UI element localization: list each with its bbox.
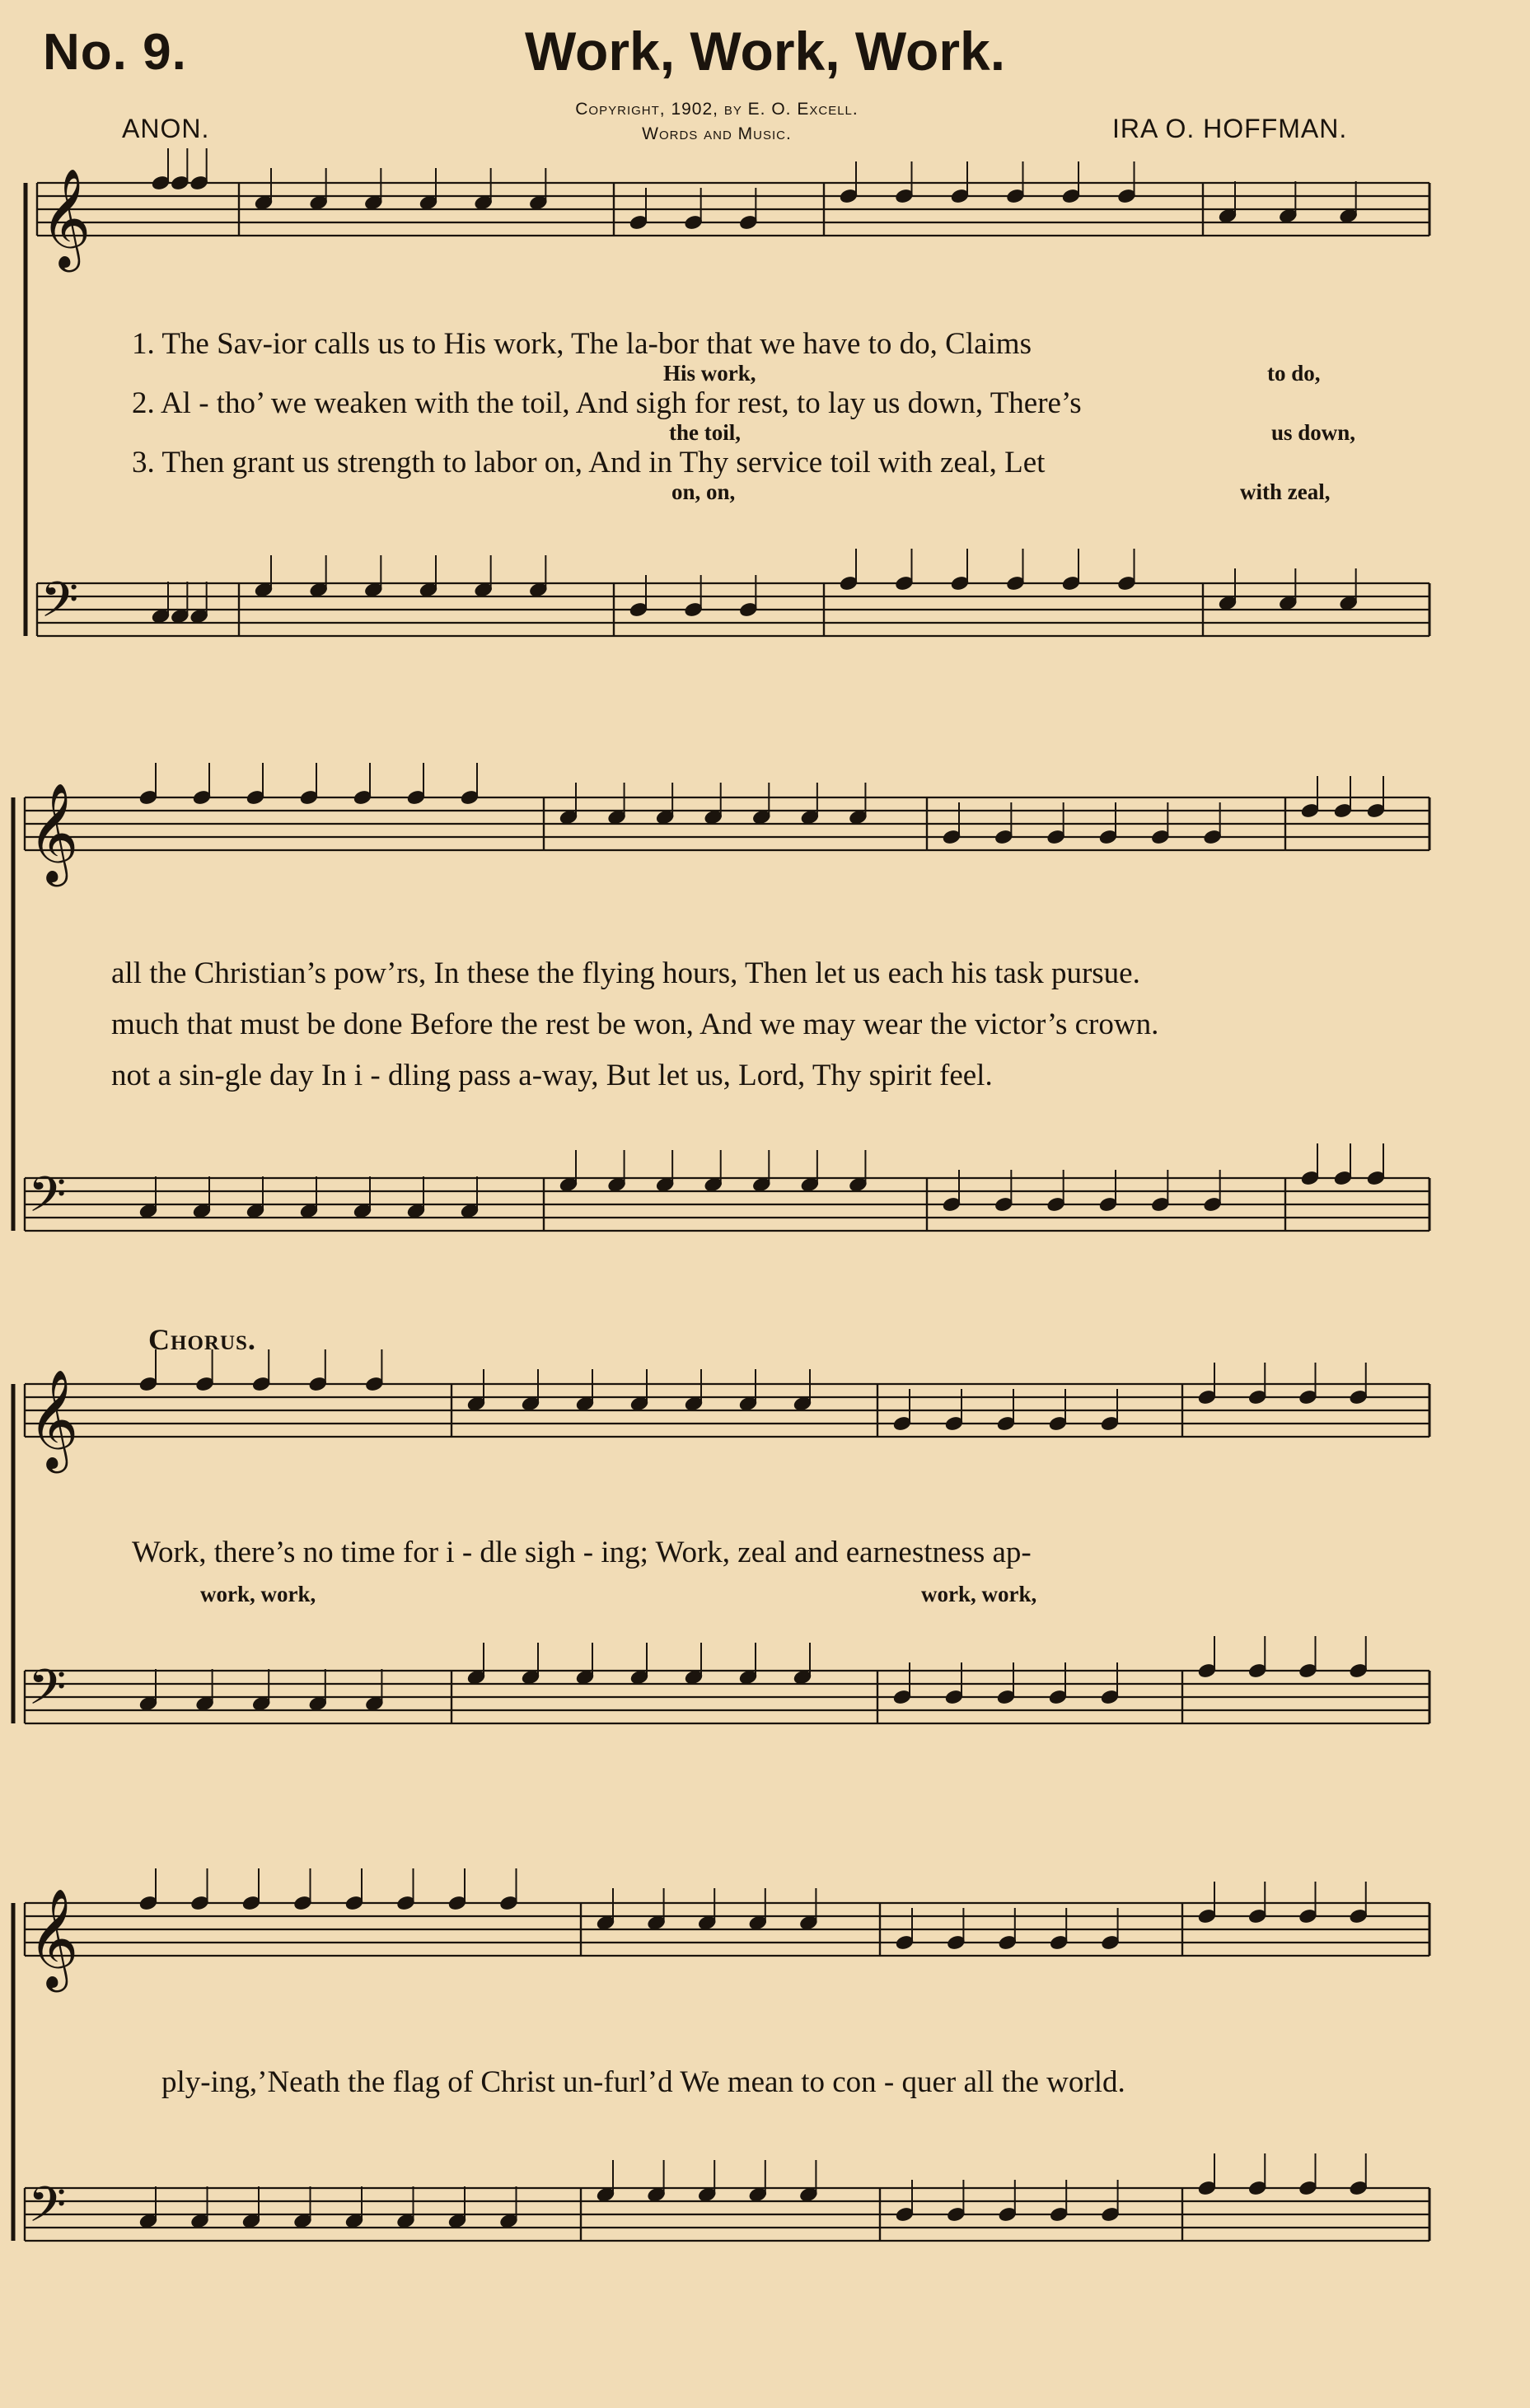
chorus-line1: Work, there’s no time for i - dle sigh - ing; Work, zeal and earnestness ap-: [132, 1536, 1032, 1569]
verse3-line2: not a sin-gle day In i - dling pass a-way, But let us, Lord, Thy spirit feel.: [111, 1059, 993, 1092]
treble-clef: 𝄞: [40, 167, 91, 268]
hymn-title: Work, Work, Work.: [524, 21, 1006, 82]
bass-clef: 𝄢: [28, 1658, 67, 1728]
verse3-echo-b: with zeal,: [1240, 479, 1331, 504]
music-composer: IRA O. HOFFMAN.: [1112, 114, 1348, 143]
verse3-line1: 3. Then grant us strength to labor on, And in Thy service toil with zeal, Let: [132, 446, 1046, 479]
bass-clef: 𝄢: [28, 1166, 67, 1235]
verse2-echo-b: us down,: [1271, 420, 1356, 445]
verse2-line1: 2. Al - tho’ we weaken with the toil, And sigh for rest, to lay us down, There’s: [132, 386, 1082, 420]
chorus-label: Chorus.: [148, 1323, 256, 1356]
treble-clef: 𝄞: [28, 782, 79, 882]
verse1-line1: 1. The Sav-ior calls us to His work, The la-bor that we have to do, Claims: [132, 327, 1032, 361]
verse2-line2: much that must be done Before the rest be won, And we may wear the victor’s crown.: [111, 1008, 1159, 1041]
chorus-line2: ply-ing,’Neath the flag of Christ un-furl’d We mean to con - quer all the world.: [161, 2065, 1125, 2099]
bass-clef: 𝄢: [28, 2176, 67, 2245]
verse1-echo-b: to do,: [1267, 361, 1321, 386]
verse1-echo-a: His work,: [663, 361, 756, 386]
treble-clef: 𝄞: [28, 1368, 79, 1469]
chorus-echo-b: work, work,: [921, 1582, 1037, 1606]
verse3-echo-a: on, on,: [671, 479, 736, 504]
verse2-echo-a: the toil,: [669, 420, 741, 445]
words-author: ANON.: [122, 114, 210, 143]
chorus-echo-a: work, work,: [200, 1582, 316, 1606]
bass-clef: 𝄢: [40, 571, 79, 640]
verse1-line2: all the Christian’s pow’rs, In these the flying hours, Then let us each his task pursue.: [111, 956, 1140, 990]
copyright-line: Copyright, 1902, by E. O. Excell.: [575, 100, 859, 119]
treble-clef: 𝄞: [28, 1887, 79, 1988]
words-and-music-line: Words and Music.: [642, 124, 792, 143]
clef-marks: [28, 167, 91, 2245]
hymn-number: No. 9.: [43, 24, 187, 81]
